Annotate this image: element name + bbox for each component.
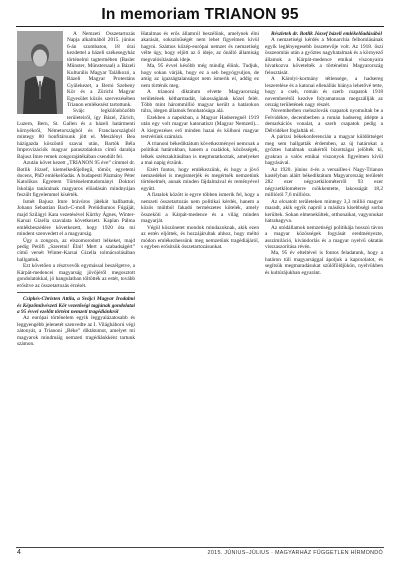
col1-paragraph: Ismét Bajusz Imre brávúros játékát hallhattuk, Johann Sebastian Bach-C-moll Prelúdiumos Fúgáját, majd Szilágyi Kata vezetésével Kürthy Ágnes, Winter-Karsai Gizella szavalata következett. Kaplan Pálma emlékbeszédére következett, hogy 1920 óta mi mindent szenvedett el a magyarság. xyxy=(17,198,135,238)
col2-paragraph: A trianoni békediktátum következményei nemcsak a politikai határokban, hanem a családok, közösségek, lelkek szétszakításában is megmutatkoztak, amelyeket a mai napig érzünk. xyxy=(141,140,259,167)
col3-paragraph: A párizsi békekonferencián a magyar küldöttséget meg sem hallgatták érdemben, az új határokat a győztes hatalmak szakértői bizottságai jelölték ki, gyakran a valós etnikai viszonyok figyelmen kívül hagyásával. xyxy=(265,134,383,167)
page-number: 4 xyxy=(17,549,21,556)
col2-paragraph: Ezért fontos, hogy emlékezzünk, és hogy a jövő nemzedékei is megismerjék és megértsék nemzetünk történelmét, annak minden fájdalmával és reményével együtt. xyxy=(141,166,259,192)
col3-paragraph: A nemzetiségi kérdés a Monarchia felbomlásának egyik leglényegesebb összetevője volt. Az 1918. őszi összeomlás után a győztes nagyhatalmak és a környező államok a Kárpát-medence etnikai viszonyaira hivatkozva követelték a történelmi Magyarország felosztását. xyxy=(265,37,383,76)
section-divider xyxy=(17,292,135,293)
col3-section-heading: Részletek dr. Botlik József bázeli emlékelőadásából xyxy=(271,31,382,37)
col3-paragraph: A Károlyi-kormány tétlensége, a hadsereg leszerelése és a katonai ellenállás hiánya lehetővé tette, hogy a cseh, román és szerb csapatok 1918 novemberétől kezdve folyamatosan megszállják az ország területének nagy részét. xyxy=(265,76,383,108)
footer-rule xyxy=(16,547,384,548)
col2-paragraph: Végül köszönetet mondok mindazoknak, akik ezen az estén eljöttek, és hozzájárultak ahhoz, hogy méltó módon emlékezhessünk meg nemzetünk tragédiájáról, s egyben erősítsük összetartozásunkat. xyxy=(141,224,259,250)
publication-footer: 2015. JÚNIUS–JÚLIUS · MAGYARHÁZ FÜGGETLEN HÍRMONDÓ xyxy=(207,550,383,556)
title-rule xyxy=(16,26,384,27)
col1-paragraph: A Nemzeti Összetartozás Napja alkalmából 2015. június 6-án szombaton, 18 órai kezdettel a bázeli székesegyház történelmi tagtermében (Basler Münster, Münstersaal) a Bázeli Kulturális Magyar Találkozó, a Bázeli Magyar Protestáns Gyülekezet, a Berni Szebeny Kör és a Zürichi Magyar Egyesület közös szervezésében Trianon emlékezést tartottunk. xyxy=(67,31,135,108)
col1-section-heading: Csipkés-Christen Attila, a Svájci Magyar Irodalmi és Képzőművészeti Kör vezetőségi tagjának gondolatai a 95 évvel ezelőtt történt nemzeti tragédiánkról xyxy=(17,296,135,316)
col1-section-paragraph: Az európai történelem egyik leggyalázatosabb és leggyengébb jelenetét szenvedte az I. Világháború végi zátonyát, a Trianoni „Béke” diktátumot, amelyet mi magyarok mindmáig nemzeti tragédiánkként tartunk számon. xyxy=(17,315,135,348)
col1-paragraph: Azután követ kezett „TRIANON 95 éve” címmel dr. Botlik József, kiemelkedőjellegű, tömör, egyetemi docens, PhD emlékelőadás. A budapesti Pázmány Péter Katolikus Egyetem Történelemtudományi Doktori Iskolája tanárainak magyaros előadásán mindnyájan feszült figyelemmel kísérték. xyxy=(17,160,135,199)
portrait-image xyxy=(17,31,63,114)
col2-paragraph: A trianoni diktátum elvette Magyarország területének kétharmadát, lakosságának közel felét. Több mint hárommillió magyar került a határokon túlra, idegen államok fennhatósága alá. xyxy=(141,89,259,115)
col1-paragraph: Ezt követően a résztvevők egymással beszélgetve, a Kárpát-medencei magyarság jövőjéről megosztott gondolatokkal, jó hangulatban töltötték az estét, tovább erősítve az összetartozás érzését. xyxy=(17,263,135,289)
col1-paragraph: Svájc legkülönbözőbb területeiről, így Bázel, Zürich, Luzern, Bern, St. Gallen és a bázeli határmenti környékről, Németországból és Franciaországból mintegy 80 honfitársunk jött el. Meszlényi Bea házigazda köszöntő szavai után, Bartók Béla Improvizációk magyar parasztdalokra című darabja Bajusz Imre remek zongorajátékában csendült fel. xyxy=(17,108,135,160)
col3-paragraph: Az 1920. június 4-én a versailles-i Nagy-Trianon kastélyban aláírt békediktátum Magyarország területét 282 ezer négyzetkilométerről 93 ezer négyzetkilométerre csökkentette, lakosságát 18,2 millióról 7,6 millióra. xyxy=(265,166,383,199)
col1-paragraph: Úgy a zongora, az elszomorodott lelkeket, majd pedig Petőfi „Szeretni! Élni! Mert a szabadságért” című versét Winter-Karsai Gizella tolmácsolásában hallgattuk. xyxy=(17,237,135,263)
author-portrait-photo xyxy=(17,31,63,114)
column-3 xyxy=(265,31,383,541)
col2-paragraph: A fiatalok között is egyre többen ismerik fel, hogy a nemzeti összetartozás nem politikai kérdés, hanem a közös múltból fakadó természetes kötelék, amely összeköti a Kárpát-medence és a világ minden magyarját. xyxy=(141,192,259,225)
column-2 xyxy=(141,31,259,541)
column-1 xyxy=(17,31,135,541)
col3-paragraph: Az utódállamok nemzetiségi politikája hosszú távon a magyar közösségek fogyását eredményezte, asszimiláció, kivándorlás és a magyar nyelvű oktatás visszaszorítása révén. xyxy=(265,224,383,250)
page-title: In memoriam TRIANON 95 xyxy=(101,6,299,23)
col3-paragraph: Ma, 95 év elteltével is fontos feladatunk, hogy a határon túli magyarsággal ápoljuk a kapcsolatot, és segítsük megmaradásukat szülőföldjükön, nyelvükben és kultúrájukban egyaránt. xyxy=(265,250,383,276)
col2-paragraph: Ezekben a napokban, a Magyar Hadseregnél 1919 után egy volt magyar katonatiszt (Magyar Nemzeti)... A kiegyezéses erő minden hazai és külhoni magyar testvérünk számára. xyxy=(141,114,259,141)
col3-paragraph: Novemberben csehszlovák csapatok nyomultak be a Felvidékre, decemberben a román hadsereg átlépte a demarkációs vonalat, a szerb csapatok pedig a Délvidéket foglalták el. xyxy=(265,108,383,134)
col2-paragraph: Ma, 95 évvel később még mindig élünk. Tudjuk, hogy sokan várják, hogy ez a seb begyógyuljon, de amíg az igazságtalanságot nem ismerik el, addig ez nem történik meg. xyxy=(141,63,259,89)
col2-paragraph: Hatalmas és erős államról beszélünk, amelynek élni akarását, sokszínűségét nem lehet figyelmen kívül hagyni. Számos közép-európai nemzet és nemzetiség vélte úgy, hogy eljött az ő ideje, az önálló államiság megvalósításának ideje. xyxy=(141,31,259,63)
col3-paragraph: Az elcsatolt területeken mintegy 3,3 millió magyar maradt, akik egyik napról a másikra kisebbségi sorba kerültek. Sokan elmenekültek, otthonaikat, vagyonukat hátrahagyva. xyxy=(265,198,383,225)
